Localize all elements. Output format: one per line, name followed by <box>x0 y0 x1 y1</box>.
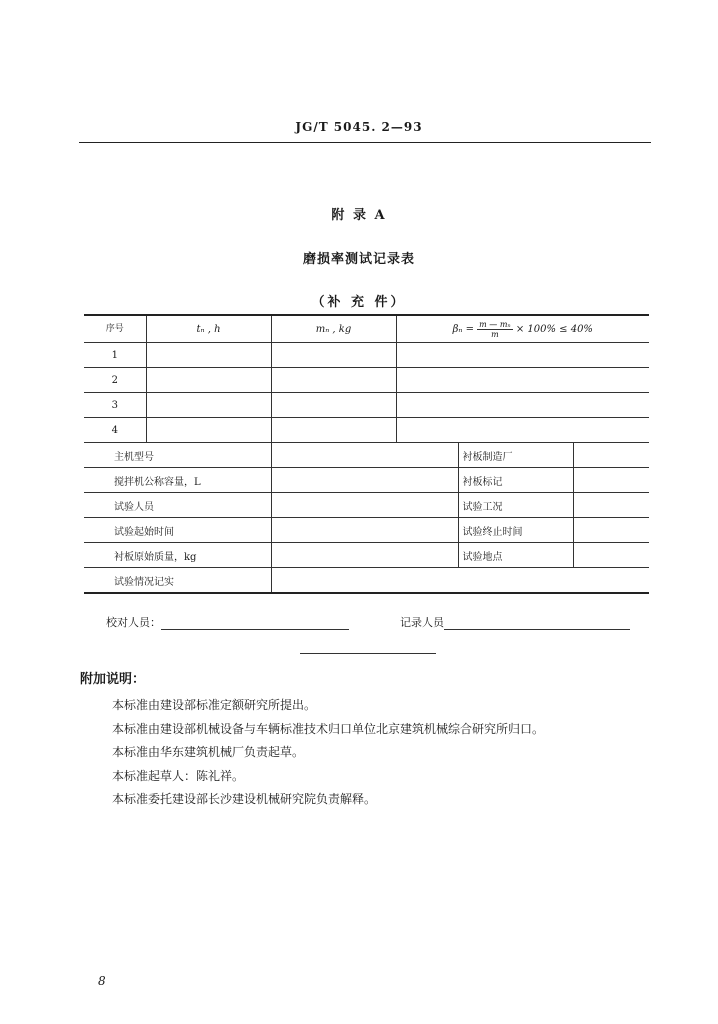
info-value-condition[interactable] <box>573 493 649 518</box>
note-line: 本标准由华东建筑机械厂负责起草。 <box>112 745 305 759</box>
beta-cell[interactable] <box>396 343 649 368</box>
record-table <box>84 314 649 594</box>
beta-cell[interactable] <box>396 368 649 393</box>
info-row <box>84 543 649 568</box>
mn-cell[interactable] <box>271 418 396 443</box>
document-header: JG/T 5045. 2—93 <box>295 120 423 134</box>
table-row <box>84 418 649 443</box>
header-mn: mₙ , kg <box>271 315 396 343</box>
info-label-record: 试验情况记实 <box>84 568 271 594</box>
recorder-line[interactable] <box>444 617 630 630</box>
checker-label: 校对人员： <box>106 616 161 629</box>
info-label-capacity: 搅拌机公称容量，L <box>84 468 271 493</box>
notes-heading: 附加说明： <box>80 672 146 687</box>
row-number: 3 <box>84 393 146 418</box>
mn-cell[interactable] <box>271 368 396 393</box>
note-line: 本标准由建设部机械设备与车辆标准技术归口单位北京建筑机械综合研究所归口。 <box>112 721 545 736</box>
beta-numerator: m — mₙ <box>479 319 511 329</box>
info-label-condition: 试验工况 <box>458 493 573 518</box>
row-number: 2 <box>84 368 146 393</box>
page-number: 8 <box>98 974 106 988</box>
recorder-signature <box>400 614 630 630</box>
info-row <box>84 443 649 468</box>
header-seq: 序号 <box>84 315 146 343</box>
beta-lhs: βₙ = <box>452 323 478 335</box>
info-value-tester[interactable] <box>271 493 458 518</box>
tn-cell[interactable] <box>146 418 271 443</box>
info-label-liner-maker: 衬板制造厂 <box>458 443 573 468</box>
checker-signature <box>106 614 349 630</box>
info-row <box>84 493 649 518</box>
info-label-host-model: 主机型号 <box>84 443 271 468</box>
info-row <box>84 468 649 493</box>
beta-denominator: m <box>491 329 499 339</box>
tn-cell[interactable] <box>146 393 271 418</box>
info-row <box>84 568 649 594</box>
info-value-liner-maker[interactable] <box>573 443 649 468</box>
tn-cell[interactable] <box>146 368 271 393</box>
mn-cell[interactable] <box>271 343 396 368</box>
info-label-liner-mark: 衬板标记 <box>458 468 573 493</box>
note-line: 本标准由建设部标准定额研究所提出。 <box>112 698 317 712</box>
header-beta-formula <box>396 315 649 343</box>
note-line: 本标准委托建设部长沙建设机械研究院负责解释。 <box>112 792 377 806</box>
info-value-start-time[interactable] <box>271 518 458 543</box>
checker-line[interactable] <box>161 617 349 630</box>
info-label-end-time: 试验终止时间 <box>458 518 573 543</box>
header-tn: tₙ , h <box>146 315 271 343</box>
tn-cell[interactable] <box>146 343 271 368</box>
table-header-row <box>84 315 649 343</box>
beta-fraction <box>477 320 513 339</box>
info-value-original-mass[interactable] <box>271 543 458 568</box>
mn-cell[interactable] <box>271 393 396 418</box>
row-number: 4 <box>84 418 146 443</box>
info-row <box>84 518 649 543</box>
beta-rhs: × 100% ≤ 40% <box>512 323 593 335</box>
beta-cell[interactable] <box>396 393 649 418</box>
recorder-label: 记录人员 <box>400 616 444 629</box>
table-row <box>84 368 649 393</box>
row-number: 1 <box>84 343 146 368</box>
info-value-location[interactable] <box>573 543 649 568</box>
note-line: 本标准起草人：陈礼祥。 <box>112 768 245 783</box>
supplement-label: （补 充 件） <box>311 295 407 310</box>
table-row <box>84 343 649 368</box>
info-value-record[interactable] <box>271 568 649 594</box>
info-value-liner-mark[interactable] <box>573 468 649 493</box>
info-label-location: 试验地点 <box>458 543 573 568</box>
table-title: 磨损率测试记录表 <box>302 252 415 267</box>
info-value-end-time[interactable] <box>573 518 649 543</box>
info-value-capacity[interactable] <box>271 468 458 493</box>
info-label-tester: 试验人员 <box>84 493 271 518</box>
info-label-original-mass: 衬板原始质量，kg <box>84 543 271 568</box>
separator-rule <box>300 653 436 654</box>
info-value-host-model[interactable] <box>271 443 458 468</box>
info-label-start-time: 试验起始时间 <box>84 518 271 543</box>
header-rule <box>79 142 651 143</box>
notes-body <box>112 694 544 812</box>
appendix-title: 附 录 A <box>331 208 387 223</box>
beta-cell[interactable] <box>396 418 649 443</box>
table-row <box>84 393 649 418</box>
